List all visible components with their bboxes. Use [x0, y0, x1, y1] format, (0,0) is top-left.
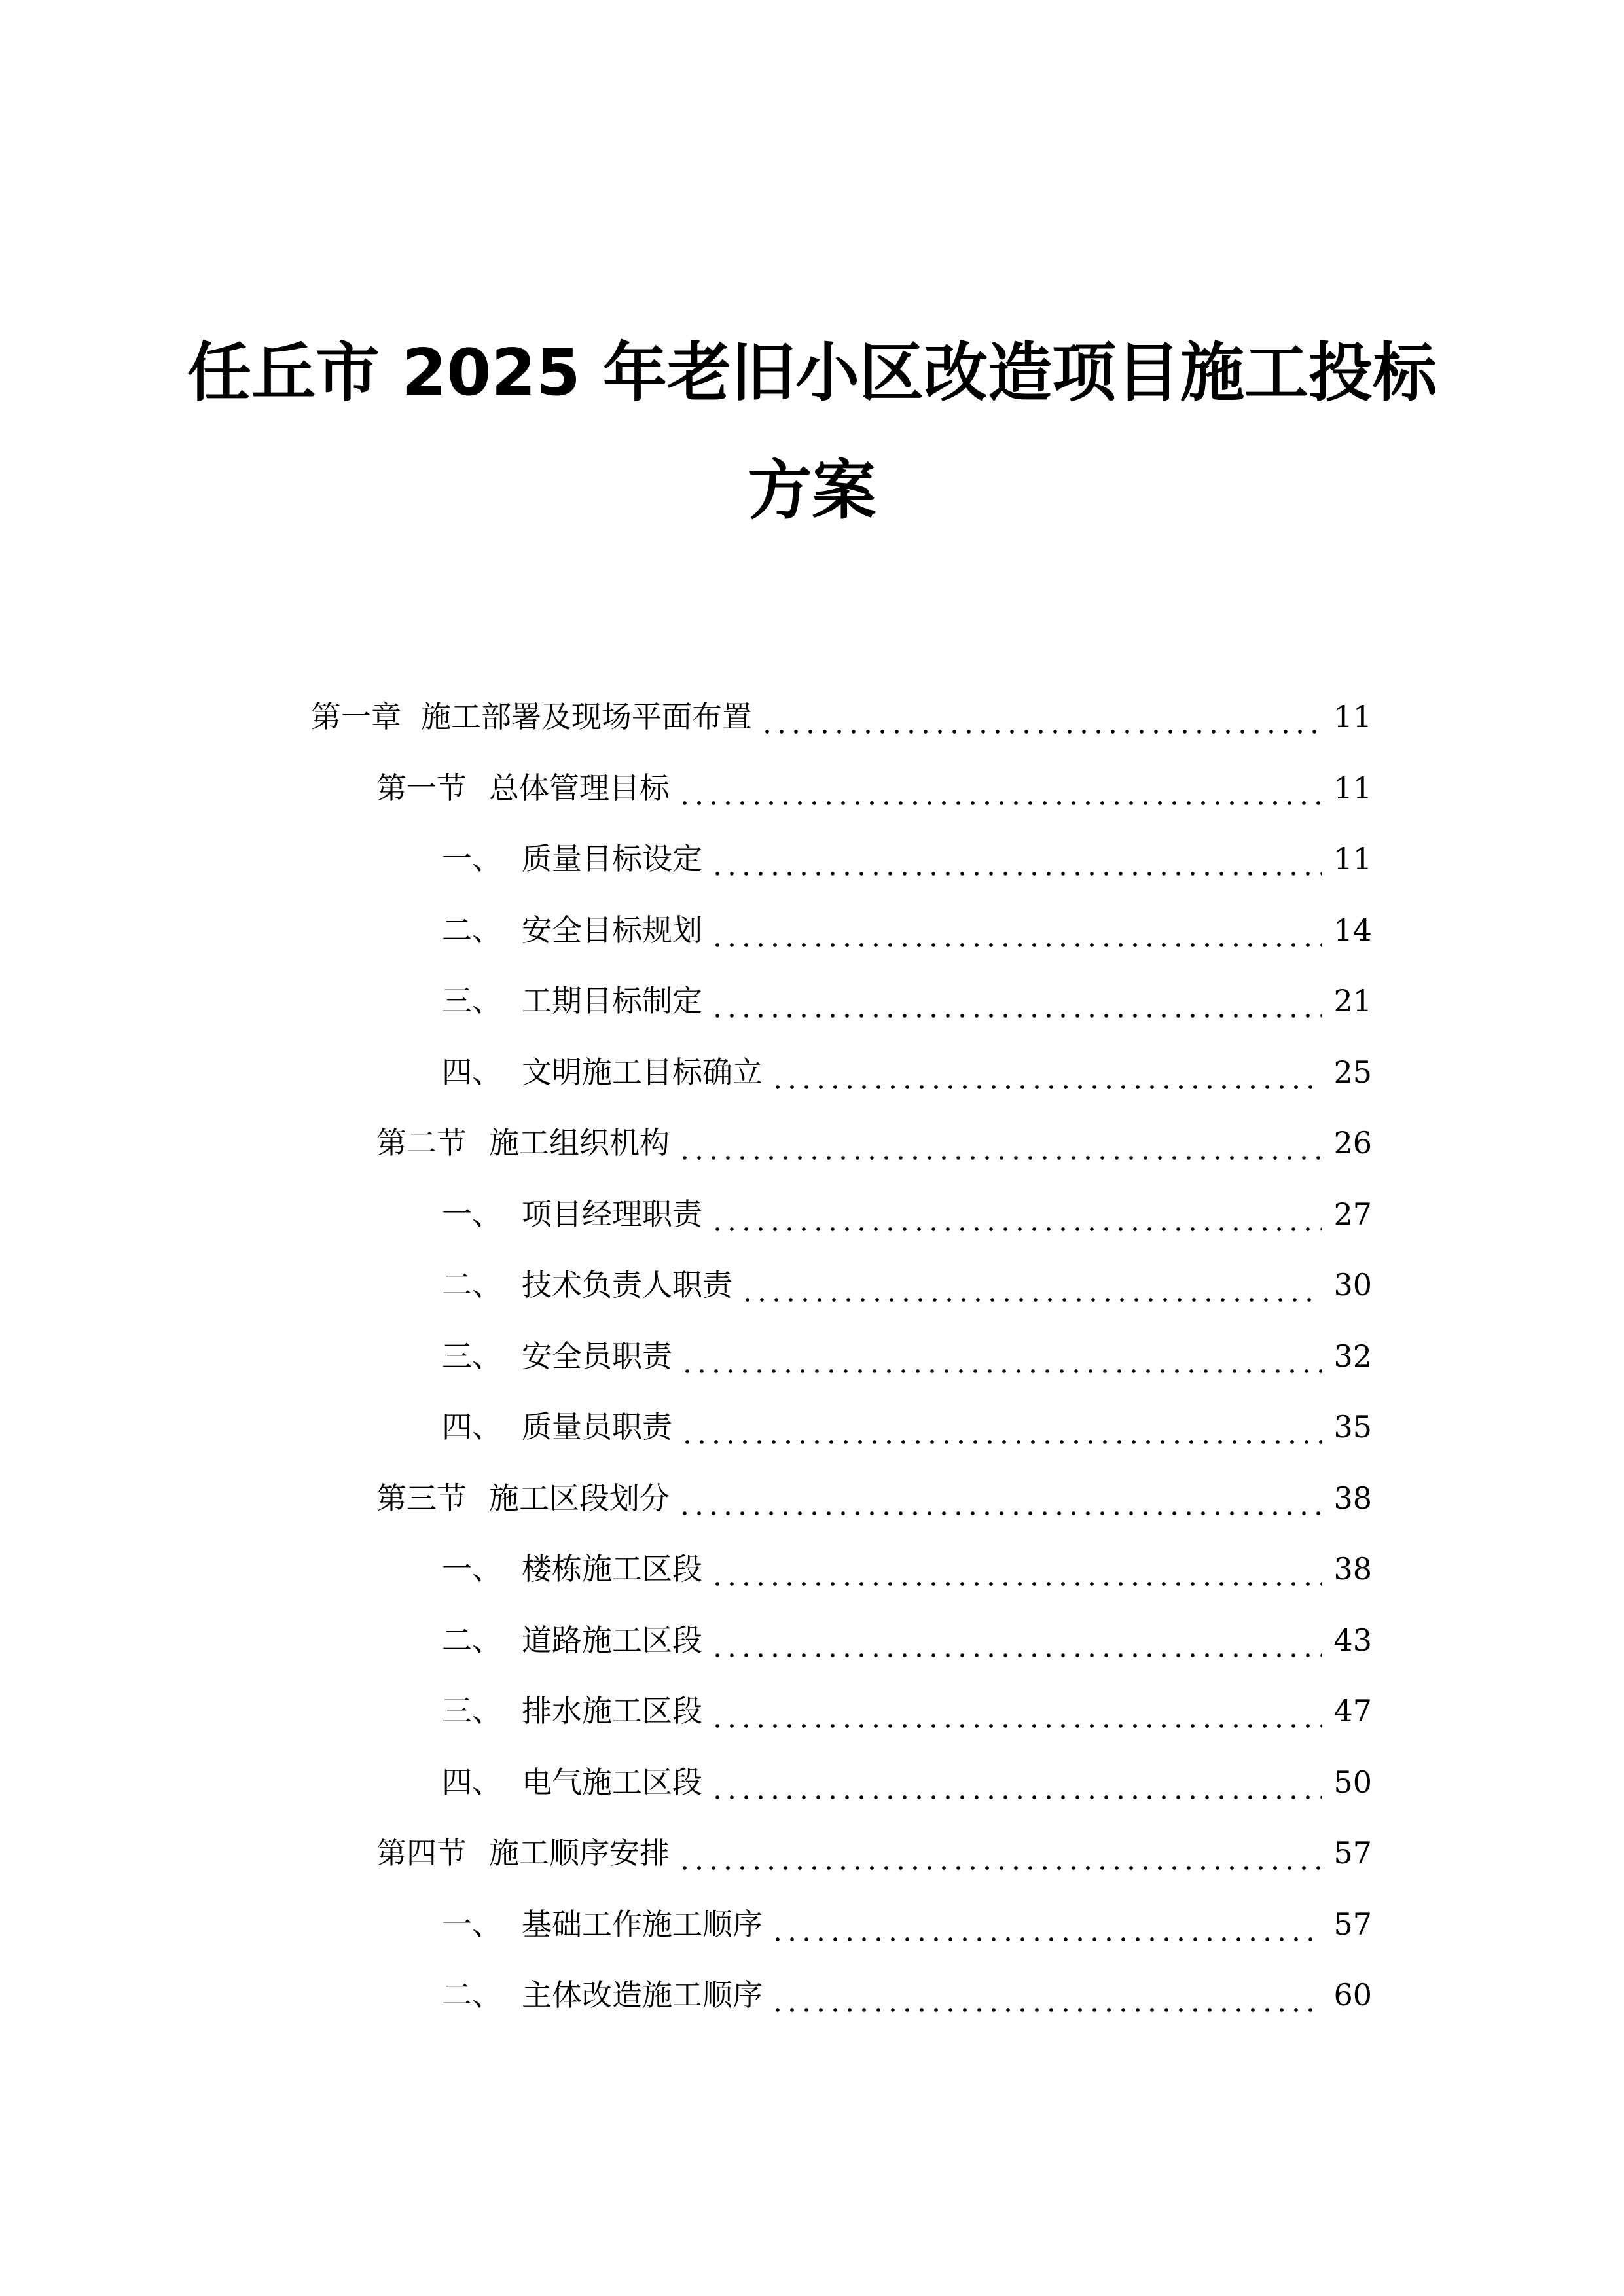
toc-entry-title: 安全员职责 — [522, 1338, 672, 1374]
toc-entry-label — [376, 1827, 670, 1879]
toc-entry-title: 质量员职责 — [522, 1409, 672, 1444]
toc-entry[interactable] — [376, 762, 1372, 814]
toc-dot-leader — [710, 1188, 1322, 1240]
toc-page-number: 32 — [1333, 1338, 1372, 1374]
toc-entry-label — [442, 975, 702, 1027]
toc-dot-leader — [770, 1898, 1322, 1950]
toc-entry-label — [442, 1046, 763, 1098]
toc-entry-number: 四、 — [442, 1054, 502, 1090]
toc-entry-number: 第二节 — [376, 1125, 467, 1160]
toc-entry-number: 二、 — [442, 1977, 502, 2013]
toc-page-number: 27 — [1333, 1196, 1372, 1232]
toc-entry-label — [442, 1543, 702, 1595]
toc-dot-leader — [710, 975, 1322, 1027]
toc-entry-title: 安全目标规划 — [522, 912, 702, 948]
toc-entry-number: 一、 — [442, 1196, 502, 1232]
toc-entry-number: 第一节 — [376, 770, 467, 806]
toc-entry-title: 基础工作施工顺序 — [522, 1907, 763, 1942]
toc-entry-number: 四、 — [442, 1765, 502, 1800]
toc-entry[interactable] — [376, 1117, 1372, 1169]
toc-entry-number: 三、 — [442, 1338, 502, 1374]
toc-page-number: 60 — [1333, 1977, 1372, 2013]
toc-page-number: 11 — [1333, 699, 1372, 734]
document-title-continued: 方案 — [748, 454, 876, 528]
toc-entry[interactable] — [442, 975, 1372, 1027]
toc-entry-title: 项目经理职责 — [522, 1196, 702, 1232]
toc-entry[interactable] — [376, 1472, 1372, 1524]
toc-entry-label — [376, 1472, 670, 1524]
toc-entry-number: 二、 — [442, 912, 502, 948]
toc-entry-title: 主体改造施工顺序 — [522, 1977, 763, 2013]
toc-page-number: 38 — [1333, 1551, 1372, 1587]
toc-entry-label — [442, 1969, 763, 2021]
toc-entry-label — [442, 833, 702, 885]
toc-dot-leader — [740, 1259, 1322, 1311]
toc-entry-number: 三、 — [442, 983, 502, 1018]
toc-entry[interactable] — [442, 1898, 1372, 1950]
toc-entry-label — [442, 1898, 763, 1950]
toc-entry-number: 四、 — [442, 1409, 502, 1444]
toc-entry-title: 施工部署及现场平面布置 — [421, 699, 752, 734]
toc-entry-title: 总体管理目标 — [489, 770, 670, 806]
toc-entry-label — [442, 1685, 702, 1737]
toc-entry-title: 电气施工区段 — [522, 1765, 702, 1800]
toc-page-number: 21 — [1333, 983, 1372, 1018]
toc-entry-label — [311, 691, 752, 743]
toc-page-number: 50 — [1333, 1765, 1372, 1800]
toc-entry-number: 第三节 — [376, 1480, 467, 1516]
toc-entry[interactable] — [442, 1685, 1372, 1737]
toc-page-number: 47 — [1333, 1693, 1372, 1729]
toc-entry[interactable] — [442, 1330, 1372, 1382]
toc-entry[interactable] — [442, 1543, 1372, 1595]
toc-entry-label — [376, 762, 670, 814]
toc-entry-title: 楼栋施工区段 — [522, 1551, 702, 1587]
toc-page-number: 57 — [1333, 1907, 1372, 1942]
toc-page-number: 30 — [1333, 1267, 1372, 1302]
document-title: 任丘市 2025 年老旧小区改造项目施工投标 — [187, 336, 1437, 410]
toc-page-number: 35 — [1333, 1409, 1372, 1444]
toc-page-number: 38 — [1333, 1480, 1372, 1516]
toc-entry-title: 排水施工区段 — [522, 1693, 702, 1729]
toc-entry-number: 一、 — [442, 1551, 502, 1587]
toc-entry-label — [442, 1330, 672, 1382]
toc-entry-label — [442, 1401, 672, 1453]
toc-dot-leader — [680, 1330, 1322, 1382]
toc-dot-leader — [770, 1969, 1322, 2021]
toc-entry-title: 施工顺序安排 — [489, 1835, 670, 1871]
toc-page-number: 43 — [1333, 1623, 1372, 1658]
toc-dot-leader — [710, 1543, 1322, 1595]
toc-entry-title: 质量目标设定 — [522, 841, 702, 876]
toc-entry-title: 施工区段划分 — [489, 1480, 670, 1516]
toc-dot-leader — [760, 691, 1322, 743]
toc-dot-leader — [677, 1827, 1322, 1879]
toc-entry[interactable] — [442, 833, 1372, 885]
toc-entry[interactable] — [442, 1614, 1372, 1666]
toc-entry[interactable] — [442, 904, 1372, 956]
toc-dot-leader — [710, 833, 1322, 885]
toc-dot-leader — [770, 1046, 1322, 1098]
toc-entry-title: 工期目标制定 — [522, 983, 702, 1018]
toc-page-number: 26 — [1333, 1125, 1372, 1160]
toc-entry-number: 三、 — [442, 1693, 502, 1729]
toc-dot-leader — [677, 1117, 1322, 1169]
toc-entry-label — [442, 1259, 732, 1311]
toc-entry-label — [442, 1188, 702, 1240]
toc-page-number: 25 — [1333, 1054, 1372, 1090]
toc-entry[interactable] — [442, 1046, 1372, 1098]
toc-entry-label — [442, 904, 702, 956]
toc-dot-leader — [710, 1685, 1322, 1737]
toc-entry-label — [442, 1756, 702, 1808]
toc-entry-label — [442, 1614, 702, 1666]
toc-entry[interactable] — [442, 1188, 1372, 1240]
toc-dot-leader — [710, 1614, 1322, 1666]
toc-entry-number: 二、 — [442, 1623, 502, 1658]
toc-dot-leader — [680, 1401, 1322, 1453]
toc-dot-leader — [710, 1756, 1322, 1808]
toc-page-number: 57 — [1333, 1835, 1372, 1871]
toc-entry[interactable] — [442, 1969, 1372, 2021]
toc-entry-number: 二、 — [442, 1267, 502, 1302]
toc-entry-title: 施工组织机构 — [489, 1125, 670, 1160]
toc-entry-title: 技术负责人职责 — [522, 1267, 732, 1302]
toc-entry-title: 文明施工目标确立 — [522, 1054, 763, 1090]
toc-dot-leader — [677, 1472, 1322, 1524]
toc-entry-number: 一、 — [442, 1907, 502, 1942]
toc-entry-number: 第四节 — [376, 1835, 467, 1871]
toc-entry[interactable] — [442, 1259, 1372, 1311]
toc-entry-title: 道路施工区段 — [522, 1623, 702, 1658]
toc-entry[interactable] — [376, 1827, 1372, 1879]
toc-dot-leader — [710, 904, 1322, 956]
toc-entry-number: 第一章 — [311, 699, 401, 734]
toc-dot-leader — [677, 762, 1322, 814]
toc-entry[interactable] — [442, 1756, 1372, 1808]
toc-entry[interactable] — [311, 691, 1372, 743]
toc-entry-label — [376, 1117, 670, 1169]
toc-page-number: 11 — [1333, 770, 1372, 806]
toc-page-number: 14 — [1333, 912, 1372, 948]
toc-entry-number: 一、 — [442, 841, 502, 876]
toc-entry[interactable] — [442, 1401, 1372, 1453]
toc-page-number: 11 — [1333, 841, 1372, 876]
